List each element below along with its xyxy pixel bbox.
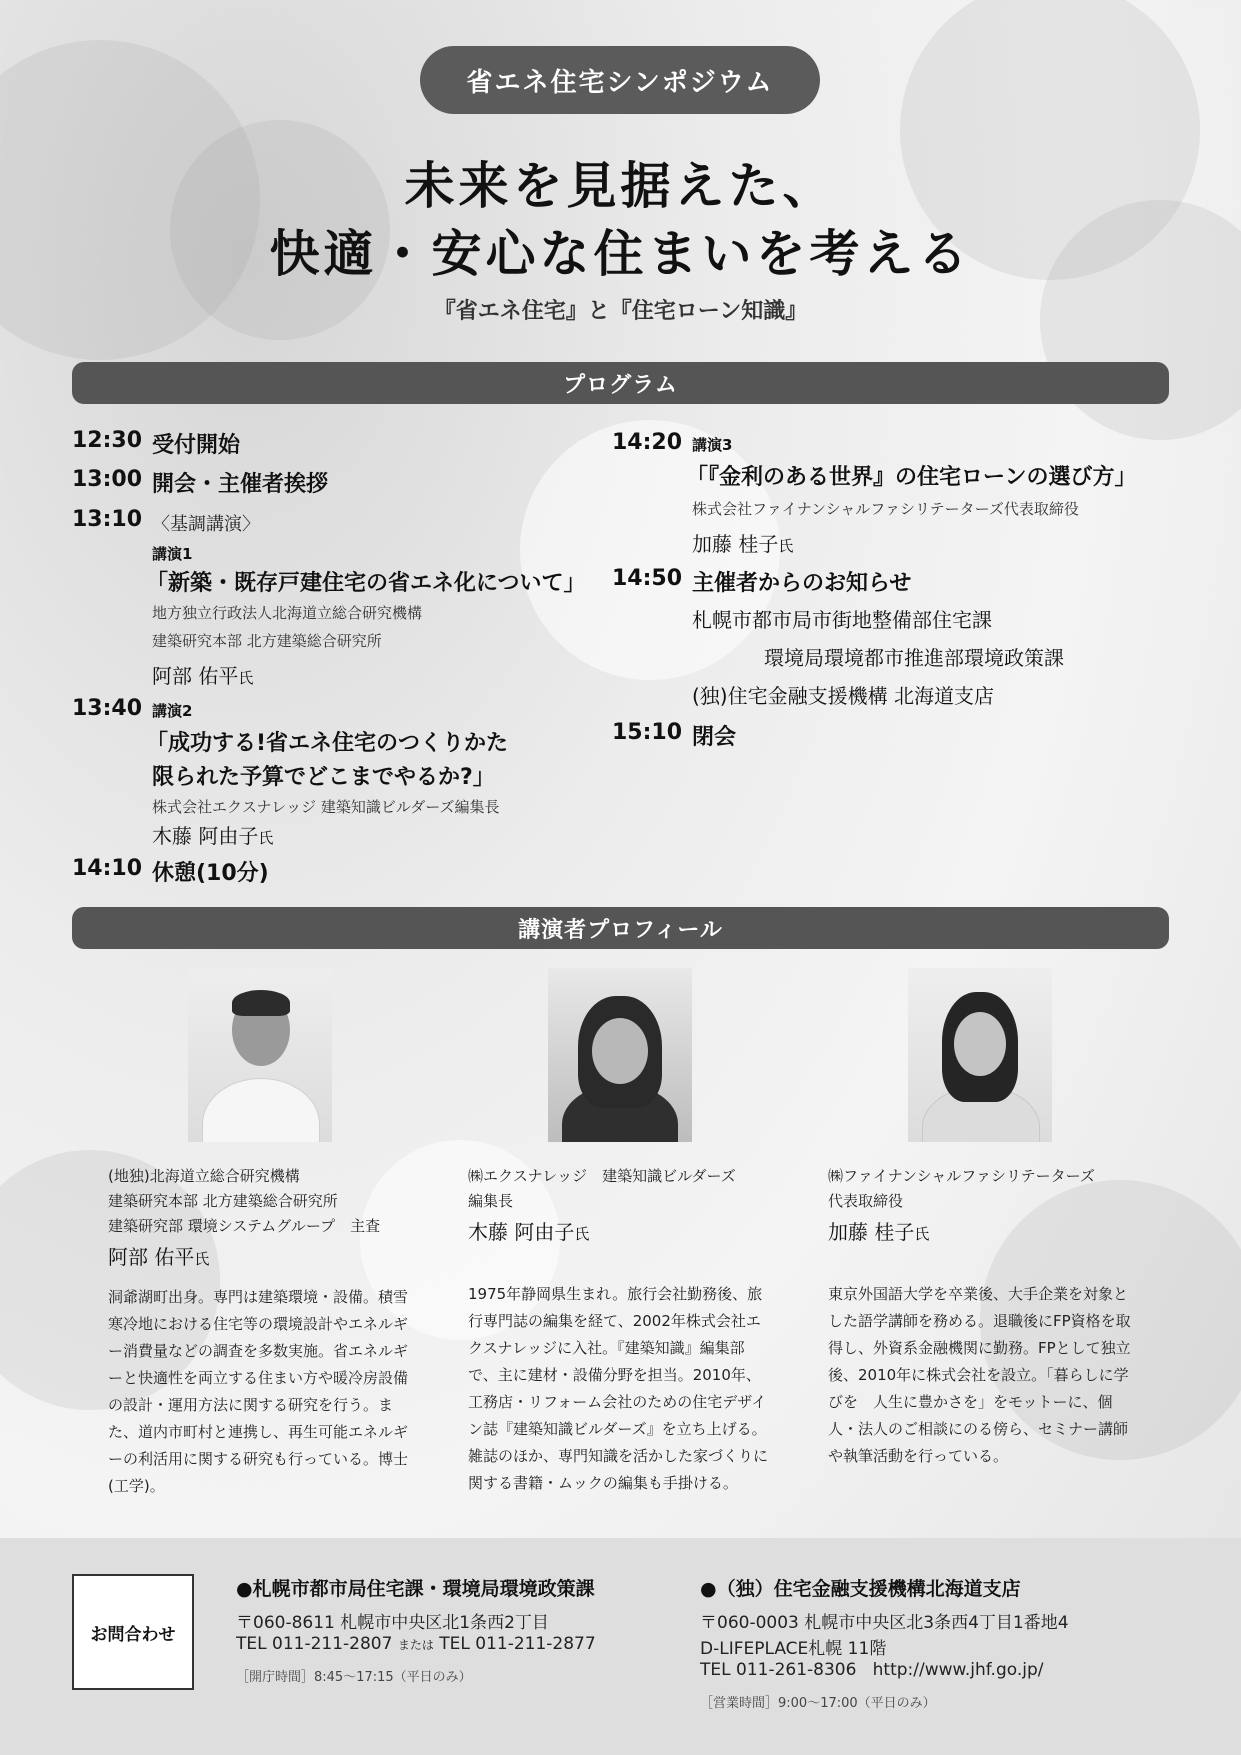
event-closing: 閉会 (692, 725, 737, 750)
speaker1-photo (188, 968, 332, 1142)
time-1510: 15:10 (612, 720, 683, 745)
speaker1-affiliation-2: 建築研究本部 北方建築総合研究所 (108, 1192, 338, 1210)
time-1300: 13:00 (72, 467, 143, 492)
talk3-affiliation: 株式会社ファイナンシャルファシリテーターズ代表取締役 (692, 500, 1079, 518)
event-opening: 開会・主催者挨拶 (152, 472, 329, 497)
page-title-line1: 未来を見据えた、 (404, 157, 837, 215)
talk3-title: 「『金利のある世界』の住宅ローンの選び方」 (686, 465, 1137, 490)
org1-tel-b: TEL 011-211-2877 (439, 1634, 596, 1654)
contact-org-1: ●札幌市都市局住宅課・環境局環境政策課 (236, 1578, 595, 1600)
honorific: 氏 (238, 669, 254, 687)
announcement-org-1: 札幌市都市局市街地整備部住宅課 (692, 608, 992, 632)
org1-phones (236, 1634, 596, 1654)
event-announcement: 主催者からのお知らせ (692, 571, 912, 596)
talk2-title-line1: 「成功する!省エネ住宅のつくりかた (146, 731, 509, 756)
honorific: 氏 (914, 1225, 930, 1243)
page-title-line2: 快適・安心な住まいを考える (269, 225, 972, 283)
honorific: 氏 (258, 829, 274, 847)
org2-address: 〒060-0003 札幌市中央区北3条西4丁目1番地4 (700, 1613, 1069, 1633)
event-badge: 省エネ住宅シンポジウム (420, 46, 820, 114)
org2-tel: TEL 011-261-8306 (700, 1660, 857, 1680)
org2-hours: ［営業時間］9:00～17:00（平日のみ） (700, 1696, 936, 1711)
talk2-tag: 講演2 (152, 702, 193, 720)
honorific: 氏 (194, 1250, 210, 1268)
speaker1-name: 阿部 佑平氏 (108, 1245, 210, 1269)
time-1420: 14:20 (612, 430, 683, 455)
speaker1-affiliation-1: (地独)北海道立総合研究機構 (108, 1167, 300, 1185)
speaker2-name: 木藤 阿由子氏 (468, 1220, 590, 1244)
speaker1-bio: 洞爺湖町出身。専門は建築環境・設備。積雪寒冷地における住宅等の環境設計やエネルギー消費量などの調査を多数実施。省エネルギーと快適性を両立する住まい方や暖冷房設備の設計・運用方法に関する研究を行う。また、道内市町村と連携し、再生可能エネルギーの利活用に関する研究も行っている。博士(工学)。 (108, 1288, 409, 1495)
talk2-speaker: 木藤 阿由子氏 (152, 824, 274, 848)
time-1340: 13:40 (72, 696, 143, 721)
speaker3-profile (828, 1164, 1138, 1470)
org1-tel-a: TEL 011-211-2807 (236, 1634, 393, 1654)
speaker2-profile (468, 1164, 778, 1497)
talk2-affiliation: 株式会社エクスナレッジ 建築知識ビルダーズ編集長 (152, 798, 500, 816)
speaker2-bio: 1975年静岡県生まれ。旅行会社勤務後、旅行専門誌の編集を経て、2002年株式会社エクスナレッジに入社。『建築知識』編集部で、主に建材・設備分野を担当。2010年、工務店・リフォーム会社のための住宅デザイン誌『建築知識ビルダーズ』を立ち上げる。雑誌のほか、専門知識を活かした家づくりに関する書籍・ムックの編集も手掛ける。 (468, 1285, 769, 1492)
speaker2-affiliation-1: ㈱エクスナレッジ 建築知識ビルダーズ (468, 1167, 736, 1185)
contact-org-2: ●（独）住宅金融支援機構北海道支店 (700, 1578, 1021, 1600)
contact-label: お問合わせ (72, 1574, 194, 1690)
org2-contact (700, 1660, 1043, 1680)
program-section-header: プログラム (72, 362, 1169, 404)
speaker1-profile (108, 1164, 418, 1500)
honorific: 氏 (778, 537, 794, 555)
time-1410: 14:10 (72, 856, 143, 881)
speaker3-name: 加藤 桂子氏 (828, 1220, 930, 1244)
talk3-tag: 講演3 (692, 436, 733, 454)
announcement-org-2: 環境局環境都市推進部環境政策課 (764, 646, 1064, 670)
speaker3-affiliation-1: ㈱ファイナンシャルファシリテーターズ (828, 1167, 1095, 1185)
org2-url-link[interactable]: http://www.jhf.go.jp/ (872, 1660, 1044, 1680)
talk3-speaker: 加藤 桂子氏 (692, 532, 794, 556)
org1-hours: ［開庁時間］8:45～17:15（平日のみ） (236, 1670, 472, 1685)
speaker3-photo (908, 968, 1052, 1142)
talk1-affiliation-1: 地方独立行政法人北海道立総合研究機構 (152, 604, 423, 622)
event-break: 休憩(10分) (152, 861, 269, 886)
speaker3-affiliation-2: 代表取締役 (828, 1192, 904, 1210)
talk1-affiliation-2: 建築研究本部 北方建築総合研究所 (152, 632, 382, 650)
time-1230: 12:30 (72, 428, 143, 453)
speaker1-affiliation-3: 建築研究部 環境システムグループ 主査 (108, 1217, 381, 1235)
event-keynote: 〈基調講演〉 (152, 514, 260, 535)
speaker2-photo (548, 968, 692, 1142)
page-subtitle: 『省エネ住宅』と『住宅ローン知識』 (433, 299, 808, 324)
talk1-title: 「新築・既存戸建住宅の省エネ化について」 (146, 571, 586, 596)
time-1450: 14:50 (612, 566, 683, 591)
profile-section-header: 講演者プロフィール (72, 907, 1169, 949)
talk1-speaker: 阿部 佑平氏 (152, 664, 254, 688)
speaker2-affiliation-2: 編集長 (468, 1192, 514, 1210)
talk2-title-line2: 限られた予算でどこまでやるか?」 (152, 765, 495, 790)
honorific: 氏 (574, 1225, 590, 1243)
time-1310: 13:10 (72, 507, 143, 532)
org2-building: D-LIFEPLACE札幌 11階 (700, 1639, 887, 1659)
org1-or: または (397, 1638, 434, 1652)
org1-address: 〒060-8611 札幌市中央区北1条西2丁目 (236, 1613, 549, 1633)
talk1-tag: 講演1 (152, 545, 193, 563)
announcement-org-3: (独)住宅金融支援機構 北海道支店 (692, 684, 994, 708)
speaker3-bio: 東京外国語大学を卒業後、大手企業を対象とした語学講師を務める。退職後にFP資格を取得し、外資系金融機関に勤務。FPとして独立後、2010年に株式会社を設立。「暮らしに学びを 人生に豊かさを」をモットーに、個人・法人のご相談にのる傍ら、セミナー講師や執筆活動を行っている。 (828, 1285, 1131, 1465)
event-reception: 受付開始 (152, 433, 241, 458)
